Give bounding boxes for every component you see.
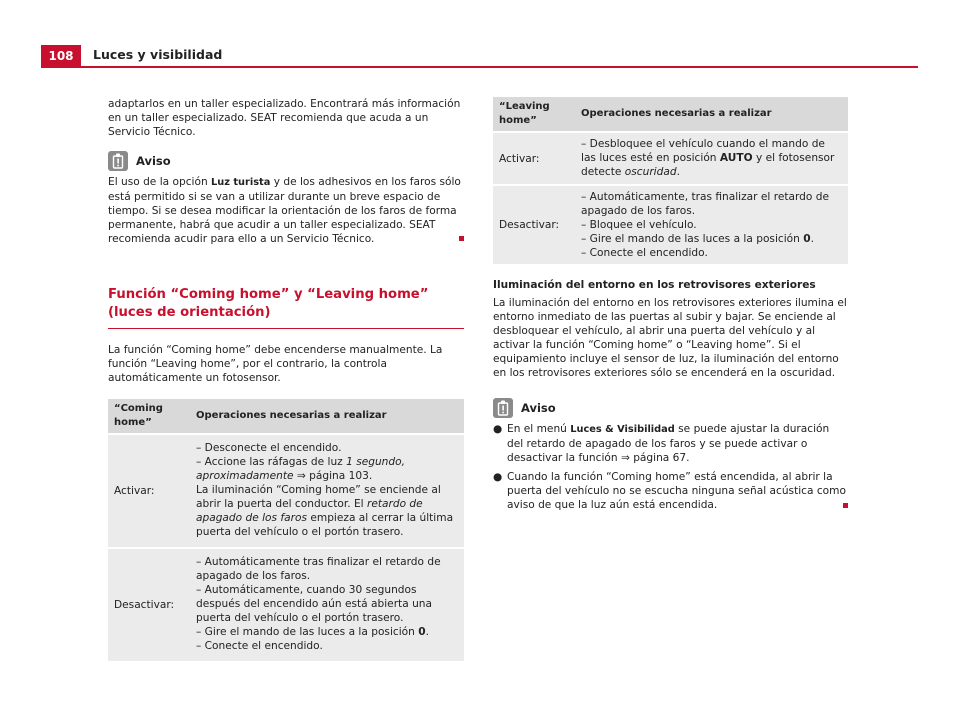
aviso-header	[493, 398, 848, 418]
aviso-header	[108, 151, 464, 171]
table-row	[108, 434, 464, 548]
row-content: – Desconecte el encendido. – Accione las ráfagas de luz 1 segundo, aproximadamente ⇒ página 103. La iluminación “Coming home” se enciende al abrir la puerta del conductor. El retardo de apagado de los faros empieza al cerrar la última puerta del vehículo o el portón trasero.	[190, 434, 464, 548]
table-row	[493, 185, 848, 264]
right-column	[493, 97, 848, 512]
table-row	[108, 548, 464, 661]
bullet-icon: ●	[493, 423, 503, 435]
aviso-title: Aviso	[136, 154, 171, 168]
row-content: – Automáticamente, tras finalizar el retardo de apagado de los faros. – Bloquee el vehículo. – Gire el mando de las luces a la posición 0. – Conecte el encendido.	[575, 185, 848, 264]
end-of-section-mark	[843, 503, 848, 508]
note-icon	[493, 398, 513, 418]
bullet-icon: ●	[493, 471, 503, 483]
table-row	[493, 132, 848, 185]
left-column	[108, 97, 464, 661]
row-label-desactivar: Desactivar:	[493, 185, 575, 264]
function-paragraph: La función “Coming home” debe encenderse manualmente. La función “Leaving home”, por el contrario, la controla automáticamente un fotosensor.	[108, 344, 443, 384]
coming-home-table	[108, 399, 464, 661]
mirror-lighting-paragraph: La iluminación del entorno en los retrovisores exteriores ilumina el entorno inmediato de las puertas al subir y bajar. Se enciende al desbloquear el vehículo, al abrir una puerta del vehículo y al activar la función “Coming home” o “Leaving home”. Si el equipamiento incluye el sensor de luz, la iluminación del entorno en los retrovisores exteriores sólo se encenderá en la oscuridad.	[493, 297, 847, 379]
header-rule	[41, 66, 918, 68]
list-item: ● Cuando la función “Coming home” está encendida, al abrir la puerta del vehículo no se escucha ninguna señal acústica como aviso de que la luz aún está encendida.	[493, 470, 848, 512]
aviso-text: El uso de la opción Luz turista y de los adhesivos en los faros sólo está permitido si se van a utilizar durante un breve espacio de tiempo. Si se desea modificar la orientación de los faros de forma permanente, habrá que acudir a un taller especializado. SEAT recomienda acudir para ello a un Servicio Técnico.	[108, 176, 461, 245]
leaving-home-table	[493, 97, 848, 264]
mirror-lighting-heading: Iluminación del entorno en los retrovisores exteriores	[493, 279, 816, 291]
table-header-col1: “Coming home”	[108, 399, 190, 434]
row-label-desactivar: Desactivar:	[108, 548, 190, 661]
row-content: – Automáticamente tras finalizar el retardo de apagado de los faros. – Automáticamente, cuando 30 segundos después del encendido aún está abierta una puerta del vehículo o el portón trasero. – Gire el mando de las luces a la posición 0. – Conecte el encendido.	[190, 548, 464, 661]
keyword-luz-turista: Luz turista	[211, 177, 271, 188]
list-item: ● En el menú Luces & Visibilidad se puede ajustar la duración del retardo de apagado de los faros y se puede activar o desactivar la función ⇒ página 67.	[493, 423, 830, 464]
intro-paragraph: adaptarlos en un taller especializado. Encontrará más información en un taller especializado. SEAT recomienda que acuda a un Servicio Técnico.	[108, 98, 461, 138]
aviso-title: Aviso	[521, 401, 556, 415]
table-header-col1: “Leaving home”	[493, 97, 575, 132]
row-content: – Desbloquee el vehículo cuando el mando de las luces esté en posición AUTO y el fotosensor detecte oscuridad.	[575, 132, 848, 185]
end-of-section-mark	[459, 236, 464, 241]
page-number: 108	[41, 45, 81, 67]
keyword-luces-visibilidad: Luces & Visibilidad	[570, 424, 675, 435]
function-heading: Función “Coming home” y “Leaving home” (luces de orientación)	[108, 286, 464, 329]
note-icon	[108, 151, 128, 171]
row-label-activar: Activar:	[493, 132, 575, 185]
table-header-col2: Operaciones necesarias a realizar	[575, 97, 848, 132]
section-title: Luces y visibilidad	[93, 47, 223, 62]
table-header-col2: Operaciones necesarias a realizar	[190, 399, 464, 434]
row-label-activar: Activar:	[108, 434, 190, 548]
